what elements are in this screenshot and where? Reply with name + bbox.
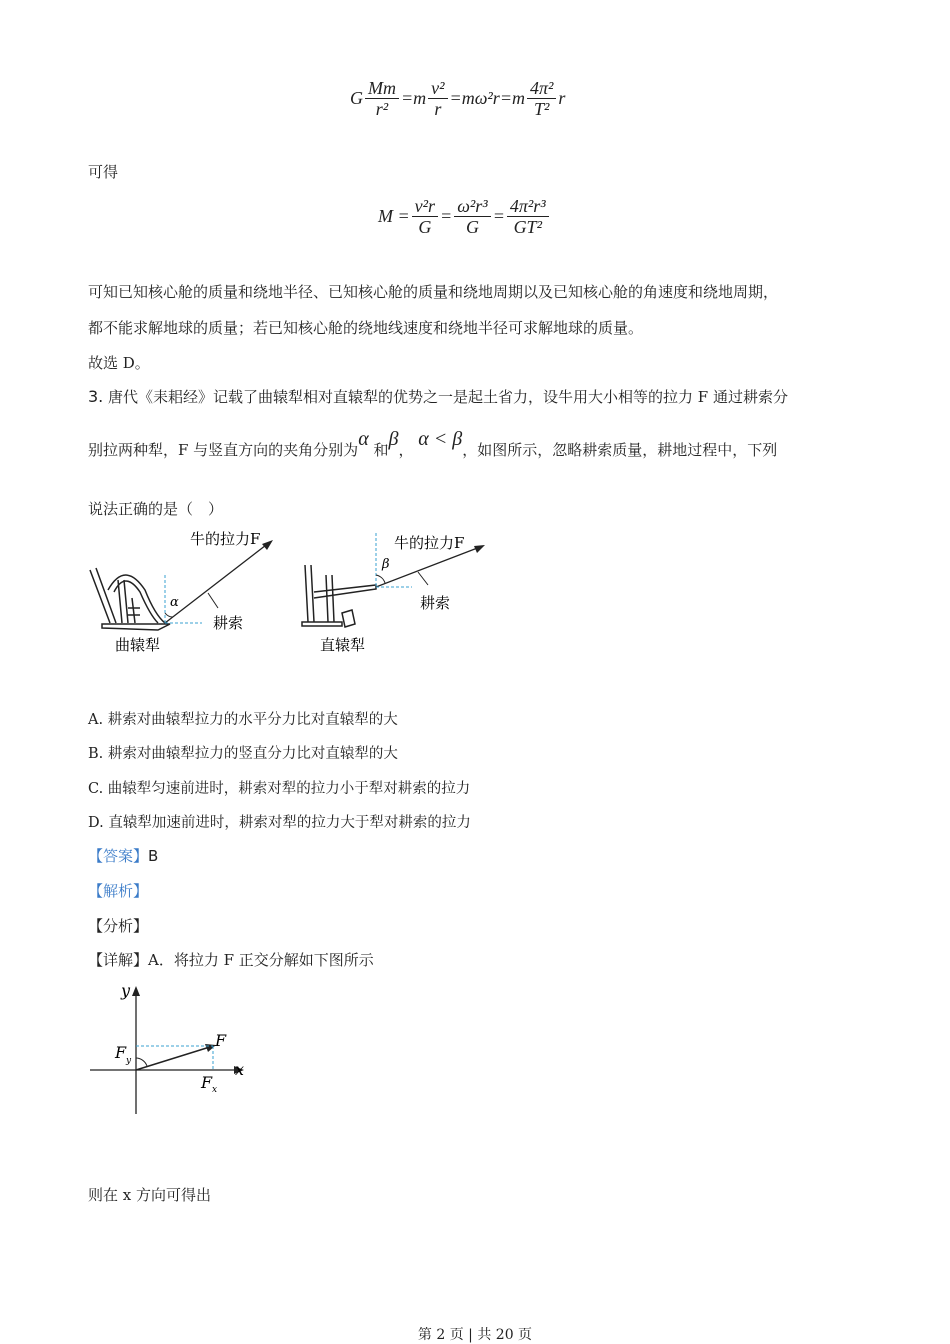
numerator: Mm [365, 78, 399, 99]
formula-text: G [350, 88, 363, 108]
option-c: C. 曲辕犁匀速前进时，耕索对犁的拉力小于犁对耕索的拉力 [88, 781, 471, 797]
force-vector [136, 1046, 213, 1070]
text-line: 故选 D。 [88, 354, 150, 372]
fraction [365, 78, 399, 119]
curved-plow-drawing [90, 568, 170, 630]
denominator: G [465, 217, 479, 237]
text: 别拉两种犁，F 与竖直方向的夹角分别为 [88, 441, 359, 459]
straight-plow-drawing [302, 565, 376, 627]
detail-text: A．将拉力 F 正交分解如下图所示 [148, 951, 374, 969]
formula-text: = [492, 206, 505, 226]
numerator: v² [428, 78, 447, 99]
answer-tag: 【答案】 [88, 847, 149, 865]
straight-plow-label: 直辕犁 [320, 636, 366, 654]
text-line: 说法正确的是（ ） [88, 500, 224, 518]
text: ， [398, 441, 414, 459]
question-3-line2 [88, 428, 778, 461]
fy-subscript: y [126, 1056, 132, 1066]
detail-tag: 【详解】 [88, 951, 149, 969]
rope-label: 耕索 [213, 614, 244, 632]
arrow-head-icon [262, 540, 273, 550]
y-axis-label: y [121, 981, 131, 1000]
alpha-label: α [170, 595, 179, 610]
denominator: G [418, 217, 432, 237]
curved-plow-label: 曲辕犁 [115, 636, 161, 654]
text-line: 可得 [88, 163, 119, 181]
x-axis-label: x [235, 1060, 245, 1079]
option-d: D. 直辕犁加速前进时，耕索对犁的拉力大于犁对耕索的拉力 [88, 815, 471, 831]
alpha-symbol: α [358, 428, 369, 450]
force-arrow-alpha [165, 542, 270, 623]
numerator: v²r [412, 196, 438, 217]
text-line: 可知已知核心舱的质量和绕地半径、已知核心舱的质量和绕地周期以及已知核心舱的角速度和绕地周期， [88, 283, 779, 301]
pull-force-label: 牛的拉力F [394, 534, 465, 552]
rope-label: 耕索 [420, 594, 451, 612]
formula-text: r [558, 88, 566, 108]
fx-label: F [201, 1073, 213, 1092]
arrow-head-icon [474, 545, 485, 553]
formula-mass [378, 196, 551, 237]
question-number: 3. [88, 387, 104, 406]
plow-figure [80, 520, 500, 660]
numerator: 4π²r³ [507, 196, 549, 217]
formula-text: =m [401, 88, 427, 108]
beta-label: β [382, 557, 390, 572]
denominator: T² [533, 99, 550, 119]
formula-text: =mω²r [449, 88, 500, 108]
text-line: 都不能求解地球的质量；若已知核心舱的绕地线速度和绕地半径可求解地球的质量。 [88, 319, 644, 337]
formula-gravity [350, 78, 565, 119]
arrow-head-icon [132, 986, 140, 996]
formula-text: M = [378, 206, 410, 226]
fx-subscript: x [212, 1085, 218, 1095]
numerator: ω²r³ [454, 196, 491, 217]
denominator: GT² [513, 217, 542, 237]
question-3-line1 [88, 386, 788, 407]
inequality: α < β [418, 428, 463, 450]
fraction [428, 78, 447, 119]
fenxi-tag: 【分析】 [88, 917, 149, 935]
fy-label: F [115, 1043, 127, 1062]
fraction [454, 196, 491, 237]
fraction [527, 78, 556, 119]
fraction [412, 196, 438, 237]
pull-force-label: 牛的拉力F [190, 530, 261, 548]
axes-figure [85, 978, 255, 1118]
formula-text: =m [499, 88, 525, 108]
answer-value: B [148, 847, 159, 865]
option-a: A. 耕索对曲辕犁拉力的水平分力比对直辕犁的大 [88, 712, 398, 728]
text: ，如图所示，忽略耕索质量，耕地过程中，下列 [462, 441, 778, 459]
fraction [507, 196, 549, 237]
denominator: r² [375, 99, 389, 119]
force-arrow-beta [376, 547, 480, 587]
formula-text: = [440, 206, 453, 226]
beta-symbol: β [388, 428, 399, 450]
text: 和 [368, 441, 389, 459]
answer-line [88, 845, 158, 866]
force-label: F [215, 1031, 227, 1050]
analysis-tag: 【解析】 [88, 882, 149, 900]
numerator: 4π² [527, 78, 556, 99]
detail-line [88, 949, 374, 970]
denominator: r [434, 99, 442, 119]
page-footer: 第 2 页 | 共 20 页 [417, 1327, 533, 1343]
text-line: 唐代《耒耜经》记载了曲辕犁相对直辕犁的优势之一是起土省力，设牛用大小相等的拉力 F 通过耕索分 [103, 388, 788, 406]
text-line: 则在 x 方向可得出 [88, 1186, 211, 1204]
option-b: B. 耕索对曲辕犁拉力的竖直分力比对直辕犁的大 [88, 746, 398, 762]
